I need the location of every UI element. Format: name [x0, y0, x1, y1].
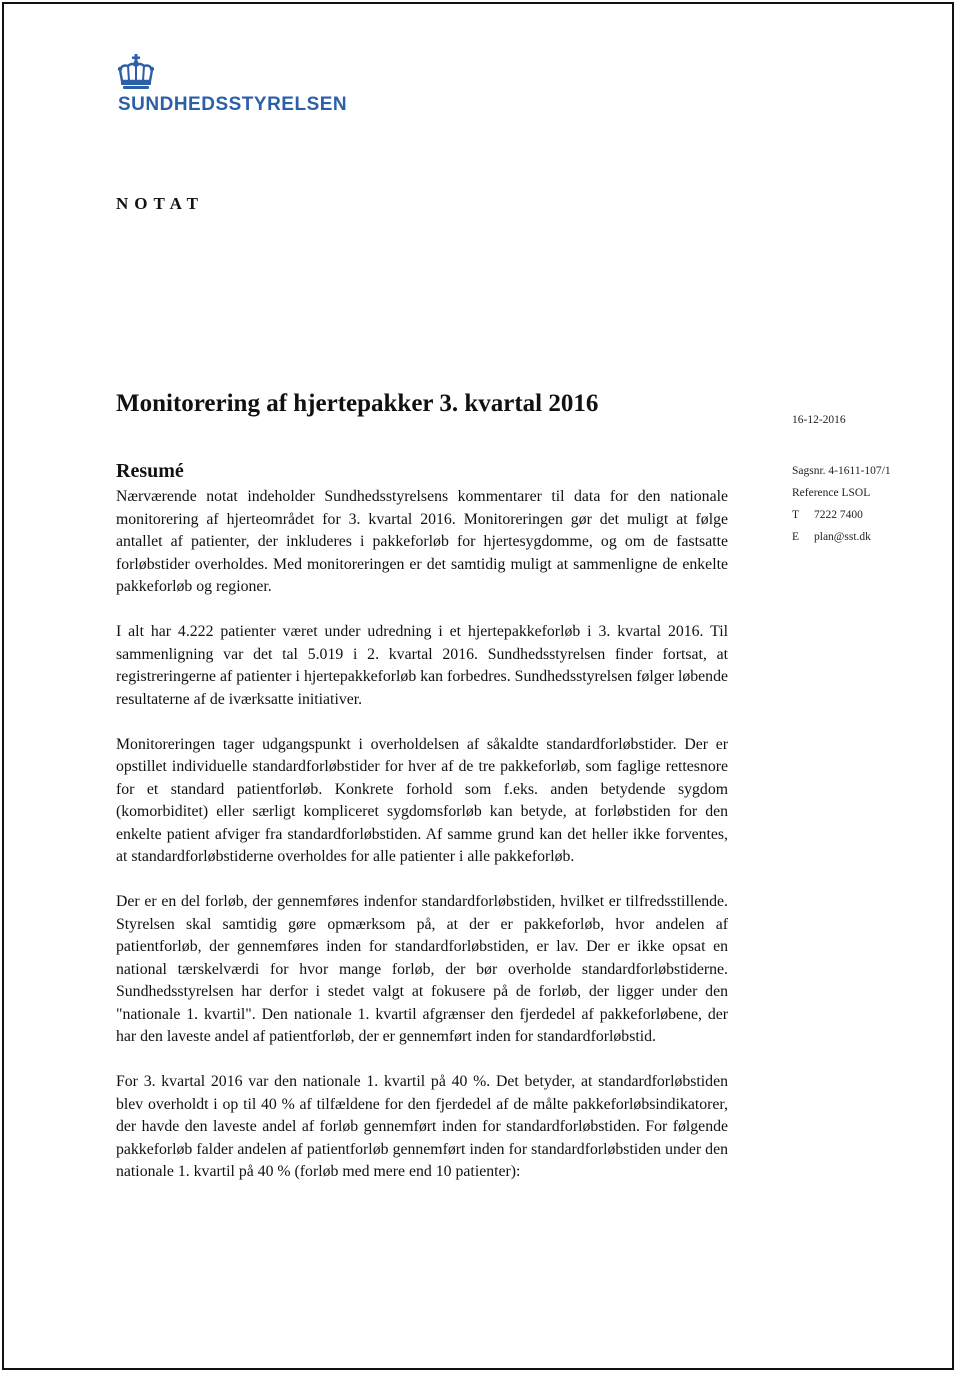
document-date: 16-12-2016	[792, 414, 846, 426]
paragraph: Der er en del forløb, der gennemføres indenfor standardforløbstiden, hvilket er tilfredsstillende. Styrelsen skal samtidig gøre opmærksom på, at der er pakkeforløb, hvor andelen af patientforløb, der gennemføres inden for standardforløbstiden, er lav. Der er ikke opsat en national tærskelværdi for hvor mange forløb, der bør overholde standardforløbstiderne. Sundhedsstyrelsen har derfor i stedet valgt at fokusere på de forløb, der ligger under den "nationale 1. kvartil". Den nationale 1. kvartil afgrænser den fjerdedel af pakkeforløbene, der har den laveste andel af patientforløb, der er gennemført inden for standardforløbstid.	[116, 893, 728, 1045]
document-metadata	[792, 460, 891, 548]
paragraph: For 3. kvartal 2016 var den nationale 1. kvartil på 40 %. Det betyder, at standardforløbstiden blev overholdt i op til 40 % af tilfældene for den fjerdedel af de målte pakkeforløbsindikatorer, der havde den laveste andel af forløb gennemført inden for standardforløbstiden. For følgende pakkeforløb falder andelen af patientforløb gennemført inden for standardforløbstiden under den nationale 1. kvartil på 40 % (forløb med mere end 10 patienter):	[116, 1073, 728, 1180]
phone-key: T	[792, 509, 800, 521]
paragraph: Nærværende notat indeholder Sundhedsstyrelsens kommentarer til data for den nationale monitorering af hjerteområdet for 3. kvartal 2016. Monitoreringen gør det muligt at følge antallet af patienter, der inkluderes i pakkeforløb for hjertesygdomme, og om de fastsatte forløbstider overholdes. Med monitoreringen er det samtidig muligt at sammenligne de enkelte pakkeforløb og regioner.	[116, 488, 728, 595]
case-number: Sagsnr. 4-1611-107/1	[792, 465, 891, 477]
paragraph: Monitoreringen tager udgangspunkt i overholdelsen af såkaldte standardforløbstider. Der er opstillet individuelle standardforløbstider for hver af de tre pakkeforløb, som faglige rettesnore for et standard patientforløb. Konkrete forhold som f.eks. anden betydende sygdom (komorbiditet) eller særligt kompliceret sygdomsforløb kan betyde, at forløbstiden for den enkelte patient afviger fra standardforløbstiden. Af samme grund kan det heller ikke forventes, at standardforløbstiderne overholdes for alle patienter i alle pakkeforløb.	[116, 735, 728, 865]
email-address[interactable]: plan@sst.dk	[814, 531, 871, 543]
email-key: E	[792, 531, 800, 543]
document-title: Monitorering af hjertepakker 3. kvartal 2016	[116, 390, 599, 417]
email-row	[792, 526, 891, 548]
crown-icon	[116, 54, 156, 92]
phone-number: 7222 7400	[814, 509, 863, 521]
document-type-label: NOTAT	[116, 194, 204, 213]
paragraph: I alt har 4.222 patienter været under udredning i et hjertepakkeforløb i 3. kvartal 2016. Til sammenligning var det tal 5.019 i 2. kvartal 2016. Sundhedsstyrelsen finder fortsat, at registreringerne af patienter i hjertepakkeforløb kan forbedres. Sundhedsstyrelsen følger løbende resultaterne af de iværksatte initiativer.	[116, 623, 728, 708]
logo-text: SUNDHEDSSTYRELSEN	[118, 94, 348, 115]
phone-row	[792, 504, 891, 526]
section-heading: Resumé	[116, 460, 184, 482]
logo	[116, 54, 156, 92]
reference: Reference LSOL	[792, 487, 871, 499]
body-text	[116, 486, 728, 1206]
